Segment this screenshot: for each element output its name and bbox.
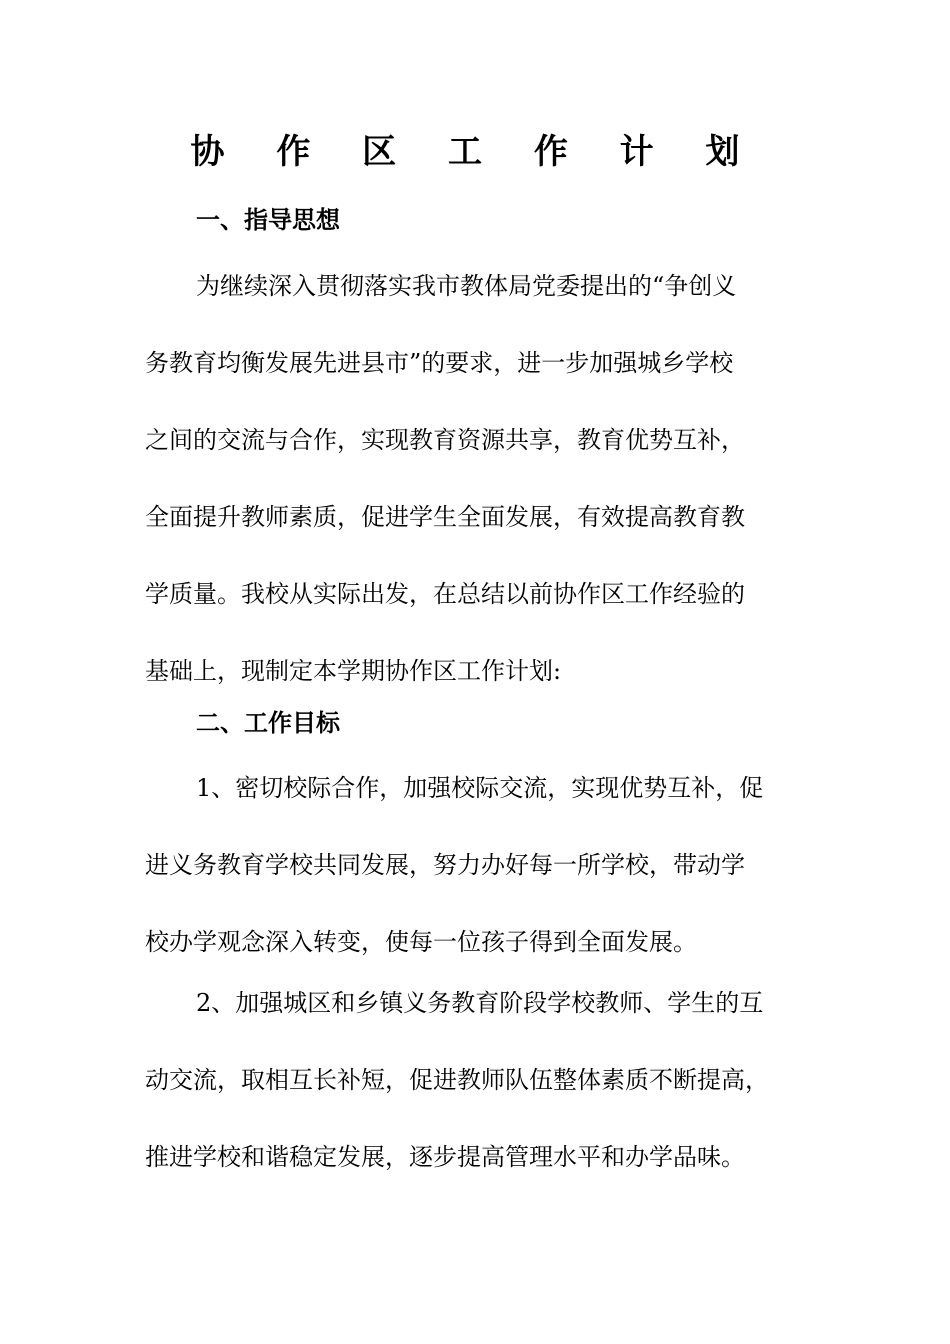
paragraph-line: 进义务教育学校共同发展，努力办好每一所学校，带动学: [145, 851, 745, 879]
paragraph-line: 为继续深入贯彻落实我市教体局党委提出的“争创义: [196, 272, 737, 300]
paragraph-line: 务教育均衡发展先进县市”的要求，进一步加强城乡学校: [145, 349, 734, 377]
section-heading-guiding-ideology: 一、指导思想: [196, 206, 340, 234]
paragraph-line: 全面提升教师素质，促进学生全面发展，有效提高教育教: [145, 503, 745, 531]
paragraph-line: 推进学校和谐稳定发展，逐步提高管理水平和办学品味。: [145, 1143, 745, 1171]
paragraph-line: 学质量。我校从实际出发，在总结以前协作区工作经验的: [145, 580, 745, 608]
paragraph-line: 1、密切校际合作，加强校际交流，实现优势互补，促: [196, 774, 764, 802]
paragraph-line: 校办学观念深入转变，使每一位孩子得到全面发展。: [145, 928, 697, 956]
paragraph-goal-1: [145, 770, 800, 960]
paragraph-line: 动交流，取相互长补短，促进教师队伍整体素质不断提高，: [145, 1066, 769, 1094]
paragraph-guiding-ideology: [145, 268, 800, 689]
paragraph-line: 之间的交流与合作，实现教育资源共享，教育优势互补，: [145, 426, 745, 454]
document-title: 协 作 区 工 作 计 划: [190, 132, 760, 172]
paragraph-line: 基础上，现制定本学期协作区工作计划:: [145, 657, 562, 685]
paragraph-line: 2、加强城区和乡镇义务教育阶段学校教师、学生的互: [196, 989, 764, 1017]
paragraph-goal-2: [145, 985, 800, 1175]
section-heading-work-goals: 二、工作目标: [196, 709, 340, 737]
